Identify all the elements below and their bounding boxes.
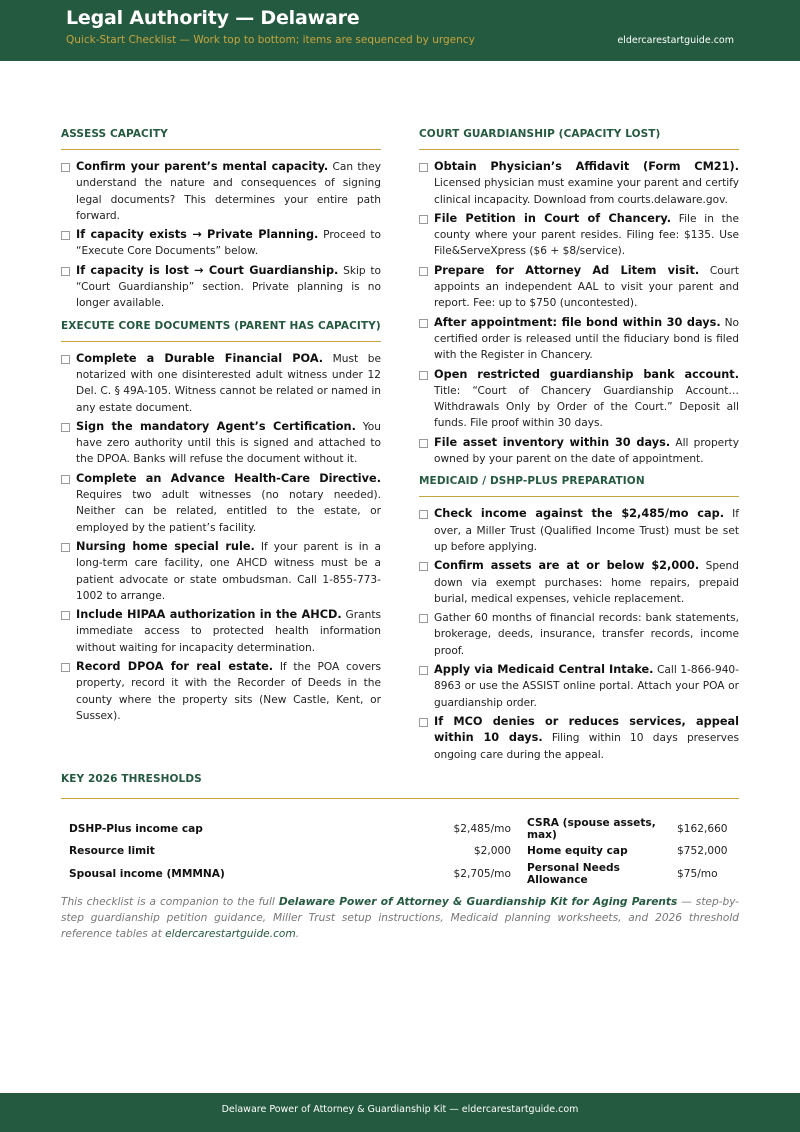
checklist-item: [419, 662, 739, 711]
threshold-value: $752,000: [677, 845, 728, 858]
checklist-item: [419, 211, 739, 260]
item-lead: Obtain Physician’s Affidavit (Form CM21).: [434, 160, 739, 173]
item-text: No certified order is released until the fiduciary bond is filed with the Register in Chancery.: [434, 316, 739, 362]
checklist-item: [419, 558, 739, 607]
checkbox[interactable]: [61, 231, 70, 240]
threshold-row: [61, 842, 739, 861]
item-text: Must be notarized with one disinterested adult witness under 12 Del. C. § 49A-105. Witness cannot be related or named in any estate document.: [76, 352, 382, 414]
right-column: [419, 128, 739, 766]
footer-text: Delaware Power of Attorney & Guardianship Kit — eldercarestartguide.com: [221, 1104, 579, 1115]
checklist-item: [419, 263, 739, 312]
thresholds-section: [61, 773, 739, 888]
item-lead: After appointment: file bond within 30 days.: [434, 315, 721, 329]
note-kit-title: Delaware Power of Attorney & Guardianship Kit for Aging Parents: [278, 896, 678, 908]
checkbox[interactable]: [419, 562, 428, 571]
threshold-value: $162,660: [677, 822, 728, 835]
threshold-value: $2,000: [473, 845, 511, 858]
checklist-item: [419, 435, 739, 468]
item-text: Title: “Court of Chancery Guardianship Account… Withdrawals Only by Order of the Court.” Deposit all funds. File proof within 30 days.: [434, 384, 739, 430]
checklist-item: [419, 610, 739, 659]
item-lead: Confirm your parent’s mental capacity.: [76, 160, 329, 173]
note-end: .: [295, 928, 300, 940]
section-heading-thresholds: KEY 2026 THRESHOLDS: [61, 773, 739, 799]
checklist-item: [61, 419, 381, 468]
item-text: Skip to “Court Guardianship” section. Private planning is no longer available.: [76, 264, 381, 310]
checkbox[interactable]: [61, 611, 70, 620]
checklist-item: [419, 367, 739, 432]
checklist-item: [61, 351, 381, 416]
item-lead: Complete a Durable Financial POA.: [76, 351, 324, 365]
page-header: [0, 0, 800, 61]
threshold-row: [61, 815, 739, 842]
item-text: If over, a Miller Trust (Qualified Income Trust) must be set up before applying.: [434, 508, 739, 553]
note-intro: This checklist is a companion to the full: [61, 896, 279, 908]
note-site-link[interactable]: eldercarestartguide.com: [165, 928, 296, 940]
checkbox[interactable]: [419, 439, 428, 448]
checkbox[interactable]: [419, 163, 428, 172]
companion-note: [61, 894, 739, 942]
item-lead: Check income against the $2,485/mo cap.: [434, 507, 724, 521]
item-text: You have zero authority until this is signed and attached to the DPOA. Banks will refuse the document without it.: [76, 420, 381, 466]
item-lead: Complete an Advance Health-Care Directive.: [76, 471, 381, 485]
item-text: Filing within 10 days preserves ongoing care during the appeal.: [434, 732, 740, 761]
item-text: Requires two adult witnesses (no notary needed). Neither can be related, entitled to the estate, or employed by the patient’s facility.: [76, 489, 381, 534]
threshold-value: $75/mo: [677, 868, 718, 880]
threshold-label: CSRA (spouse assets, max): [527, 816, 656, 841]
item-lead: Confirm assets are at or below $2,000.: [434, 559, 700, 573]
checklist-item: [61, 607, 381, 656]
item-lead: File asset inventory within 30 days.: [434, 435, 671, 449]
checkbox[interactable]: [61, 475, 70, 484]
checklist-item: [419, 159, 739, 208]
item-lead: If capacity exists → Private Planning.: [76, 228, 319, 242]
checkbox[interactable]: [61, 163, 70, 172]
item-lead: File Petition in Court of Chancery.: [434, 211, 672, 225]
checklist-item: [419, 714, 739, 763]
item-text: Gather 60 months of financial records: bank statements, brokerage, deeds, insurance, transfer records, income proof.: [434, 612, 739, 657]
checklist-court: [419, 159, 739, 467]
item-text: Can they understand the nature and consequences of signing legal documents? This determines your entire path forward.: [76, 161, 381, 222]
checklist-item: [419, 315, 739, 364]
section-heading-court: COURT GUARDIANSHIP (CAPACITY LOST): [419, 128, 739, 150]
item-text: All property owned by your parent on the date of appointment.: [434, 436, 739, 466]
checkbox[interactable]: [419, 614, 428, 623]
page-subtitle: Quick-Start Checklist — Work top to bottom; items are sequenced by urgency: [66, 34, 475, 46]
checklist-item: [61, 539, 381, 604]
item-lead: If MCO denies or reduces services, appeal within 10 days.: [434, 714, 739, 745]
item-text: If your parent is in a long-term care facility, one AHCD witness must be a patient advocate or state ombudsman. Call 1-855-773-1002 to arrange.: [76, 540, 381, 602]
section-heading-medicaid: MEDICAID / DSHP-PLUS PREPARATION: [419, 475, 739, 497]
item-lead: Include HIPAA authorization in the AHCD.: [76, 608, 342, 622]
checkbox[interactable]: [419, 666, 428, 675]
checkbox[interactable]: [61, 663, 70, 672]
checklist-item: [61, 471, 381, 536]
item-text: Court appoints an independent AAL to visit your parent and report. Fee: up to $750 (uncontested).: [434, 264, 739, 310]
checkbox[interactable]: [419, 371, 428, 380]
thresholds-table: [61, 815, 739, 888]
page-title: Legal Authority — Delaware: [66, 7, 360, 29]
page-footer: [0, 1093, 800, 1132]
item-text: File in the county where your parent resides. Filing fee: $135. Use File&ServeXpress ($6 + $8/service).: [434, 212, 740, 258]
item-text: Call 1-866-940-8963 or use the ASSIST online portal. Attach your POA or guardianship order.: [434, 664, 739, 709]
item-text: Grants immediate access to protected health information without waiting for incapacity determination.: [76, 609, 381, 654]
threshold-label: Home equity cap: [527, 845, 628, 858]
note-body: — step-by-step guardianship petition guidance, Miller Trust setup instructions, Medicaid planning worksheets, and 2026 threshold reference tables at: [61, 896, 739, 940]
checkbox[interactable]: [419, 319, 428, 328]
checklist-medicaid: [419, 506, 739, 762]
section-heading-assess: ASSESS CAPACITY: [61, 128, 381, 150]
threshold-label: Resource limit: [69, 845, 155, 858]
checkbox[interactable]: [61, 423, 70, 432]
header-site-link[interactable]: eldercarestartguide.com: [617, 35, 734, 46]
item-lead: If capacity is lost → Court Guardianship.: [76, 263, 339, 277]
checkbox[interactable]: [419, 215, 428, 224]
item-text: If the POA covers property, record it with the Recorder of Deeds in the county where the property sits (New Castle, Kent, or Sussex).: [76, 661, 381, 722]
item-lead: Open restricted guardianship bank account.: [434, 367, 739, 381]
threshold-label: Spousal income (MMMNA): [69, 868, 225, 880]
section-heading-core: EXECUTE CORE DOCUMENTS (PARENT HAS CAPACITY): [61, 320, 381, 342]
checkbox[interactable]: [419, 718, 428, 727]
checkbox[interactable]: [61, 543, 70, 552]
item-lead: Apply via Medicaid Central Intake.: [434, 663, 654, 677]
checkbox[interactable]: [419, 510, 428, 519]
checklist-item: [61, 659, 381, 724]
checklist-item: [61, 263, 381, 312]
checklist-core: [61, 351, 381, 725]
item-text: Licensed physician must examine your parent and certify clinical incapacity. Download from courts.delaware.gov.: [434, 177, 739, 206]
threshold-value: $2,705/mo: [453, 868, 511, 880]
checkbox[interactable]: [419, 267, 428, 276]
item-lead: Nursing home special rule.: [76, 539, 255, 553]
checkbox[interactable]: [61, 355, 70, 364]
item-text: Proceed to “Execute Core Documents” below.: [76, 229, 381, 258]
item-lead: Prepare for Attorney Ad Litem visit.: [434, 263, 700, 277]
threshold-label: DSHP-Plus income cap: [69, 822, 203, 835]
checklist-item: [61, 159, 381, 224]
checklist-item: [419, 506, 739, 555]
threshold-value: $2,485/mo: [453, 822, 511, 835]
checklist-assess: [61, 159, 381, 312]
left-column: [61, 128, 381, 727]
threshold-row: [61, 861, 739, 888]
item-lead: Sign the mandatory Agent’s Certification.: [76, 419, 356, 433]
checkbox[interactable]: [61, 267, 70, 276]
item-lead: Record DPOA for real estate.: [76, 660, 274, 674]
item-text: Spend down via exempt purchases: home repairs, prepaid burial, medical expenses, vehicle replacement.: [434, 560, 739, 605]
checklist-item: [61, 227, 381, 260]
threshold-label: Personal Needs Allowance: [527, 862, 620, 886]
